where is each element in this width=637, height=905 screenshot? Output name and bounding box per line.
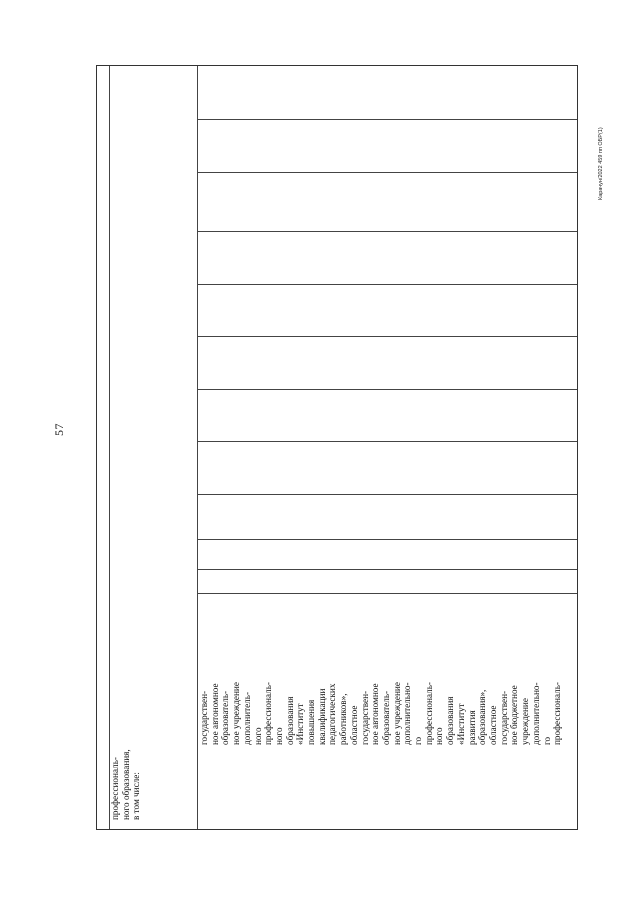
- row-label-text: [110, 749, 142, 820]
- text-line: ное учреждение: [231, 682, 242, 745]
- text-line: «Институт: [295, 703, 306, 745]
- text-line: профессиональ-: [110, 757, 120, 820]
- row-label-cell: [110, 749, 142, 820]
- table-divider: [197, 336, 577, 337]
- text-line: в том числе:: [131, 772, 142, 820]
- table-divider: [197, 389, 577, 390]
- text-line: областное: [348, 705, 359, 745]
- text-line: ного: [252, 727, 263, 745]
- text-line: повышения: [306, 699, 317, 745]
- text-line: го: [413, 736, 424, 745]
- table-divider: [197, 441, 577, 442]
- text-line: областное: [487, 705, 498, 745]
- text-line: дополнитель-: [241, 691, 252, 745]
- table-divider: [109, 66, 110, 829]
- table-divider: [197, 284, 577, 285]
- text-line: ного образования,: [120, 749, 131, 820]
- table-divider: [197, 593, 577, 594]
- table-divider: [197, 119, 577, 120]
- text-line: профессиональ-: [423, 682, 434, 745]
- table-divider: [197, 172, 577, 173]
- text-line: профессиональ-: [552, 682, 563, 745]
- text-line: государствен-: [359, 690, 370, 745]
- text-line: государствен-: [498, 690, 509, 745]
- page-number: 57: [52, 423, 66, 436]
- text-line: ное бюджетное: [509, 685, 520, 745]
- org-names-cell: [199, 682, 563, 745]
- table-divider: [197, 539, 577, 540]
- table-divider: [197, 569, 577, 570]
- text-line: учреждение: [520, 698, 531, 745]
- text-line: работников»,: [338, 693, 349, 745]
- document-code-footer: Карачун/2022 459 пп ОБР(1): [598, 127, 604, 200]
- text-line: ное автономное: [370, 683, 381, 745]
- text-line: дополнительно-: [530, 682, 541, 745]
- text-line: ное учреждение: [391, 682, 402, 745]
- text-line: квалификации: [316, 688, 327, 745]
- text-line: развития: [466, 710, 477, 745]
- text-line: ного: [273, 727, 284, 745]
- table-divider: [197, 494, 577, 495]
- text-line: педагогических: [327, 683, 338, 745]
- text-line: ное автономное: [209, 683, 220, 745]
- text-line: образователь-: [220, 690, 231, 745]
- table-divider: [197, 231, 577, 232]
- table-divider: [197, 66, 198, 829]
- text-line: ного: [434, 727, 445, 745]
- text-line: образователь-: [380, 690, 391, 745]
- text-line: го: [541, 736, 552, 745]
- text-line: профессиональ-: [263, 682, 274, 745]
- text-line: образования: [284, 696, 295, 745]
- text-line: образования: [445, 696, 456, 745]
- text-line: «Институт: [455, 703, 466, 745]
- text-line: дополнительно-: [402, 682, 413, 745]
- org-names-text: [199, 682, 563, 745]
- text-line: государствен-: [199, 690, 209, 745]
- text-line: образования»,: [477, 689, 488, 745]
